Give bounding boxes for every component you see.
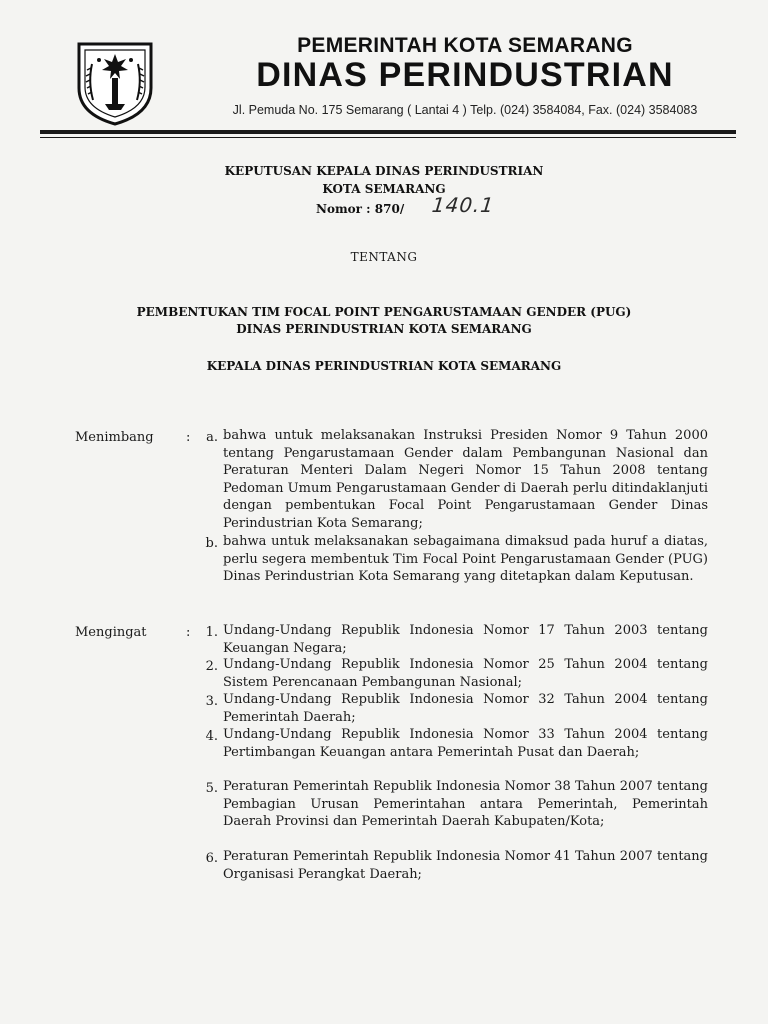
mengingat-item-text: Undang-Undang Republik Indonesia Nomor 25 Tahun 2004 tentang Sistem Perencanaan Pembangunan Nasional; [223,657,708,690]
decree-subject-line2: DINAS PERINDUSTRIAN KOTA SEMARANG [236,322,532,336]
mengingat-item-text: Peraturan Pemerintah Republik Indonesia Nomor 41 Tahun 2007 tentang Organisasi Perangkat Daerah; [223,849,708,882]
menimbang-colon: : [186,430,191,445]
letterhead-rule-thick [40,130,736,134]
decree-number-label: Nomor : 870/ [316,202,405,216]
menimbang-item-marker: a. [206,430,218,445]
mengingat-item-text: Undang-Undang Republik Indonesia Nomor 32 Tahun 2004 tentang Pemerintah Daerah; [223,692,708,725]
mengingat-colon: : [186,625,191,640]
letterhead-agency: DINAS PERINDUSTRIAN [256,56,674,94]
mengingat-item-text: Peraturan Pemerintah Republik Indonesia Nomor 38 Tahun 2007 tentang Pembagian Urusan Pemerintahan antara Pemerintah, Pemerintah Daerah Provinsi dan Pemerintah Daerah Kabupaten/Kota; [223,779,708,829]
mengingat-label: Mengingat [75,625,147,640]
semarang-coat-of-arms-icon [75,38,155,126]
menimbang-item-marker: b. [205,536,218,551]
menimbang-item-text: bahwa untuk melaksanakan sebagaimana dimaksud pada huruf a diatas, perlu segera membentuk Tim Focal Point Pengarustamaan Gender (PUG) Dinas Perindustrian Kota Semarang yang ditetapkan dalam Keputusan. [223,534,708,584]
letterhead-government: PEMERINTAH KOTA SEMARANG [297,34,633,57]
mengingat-item-marker: 6. [205,851,218,866]
decree-title-line1: KEPUTUSAN KEPALA DINAS PERINDUSTRIAN [224,164,544,178]
menimbang-item-text: bahwa untuk melaksanakan Instruksi Presiden Nomor 9 Tahun 2000 tentang Pengarustamaan Gender dalam Pembangunan Nasional dan Peraturan Menteri Dalam Negeri Nomor 15 Tahun 2008 tentang Pedoman Umum Pengarustamaan Gender di Daerah perlu ditindaklanjuti dengan pembentukan Focal Point Pengarustamaan Gender Dinas Perindustrian Kota Semarang; [223,428,708,531]
mengingat-item-marker: 3. [205,694,218,709]
mengingat-item-text: Undang-Undang Republik Indonesia Nomor 33 Tahun 2004 tentang Pertimbangan Keuangan antara Pemerintah Pusat dan Daerah; [223,727,708,760]
mengingat-item-marker: 1. [205,625,218,640]
letterhead-address: Jl. Pemuda No. 175 Semarang ( Lantai 4 ) Telp. (024) 3584084, Fax. (024) 3584083 [232,103,698,117]
decree-number-handwritten: 140.1 [430,193,496,217]
decree-about: TENTANG [350,250,418,264]
menimbang-label: Menimbang [75,430,154,445]
decree-subject-line1: PEMBENTUKAN TIM FOCAL POINT PENGARUSTAMAAN GENDER (PUG) [136,305,632,319]
decree-issuer: KEPALA DINAS PERINDUSTRIAN KOTA SEMARANG [206,359,562,373]
mengingat-item-marker: 4. [205,729,218,744]
mengingat-item-marker: 2. [205,659,218,674]
decree-title-line2: KOTA SEMARANG [322,182,446,196]
mengingat-item-marker: 5. [205,781,218,796]
letterhead-rule-thin [40,137,736,138]
mengingat-item-text: Undang-Undang Republik Indonesia Nomor 17 Tahun 2003 tentang Keuangan Negara; [223,623,708,656]
